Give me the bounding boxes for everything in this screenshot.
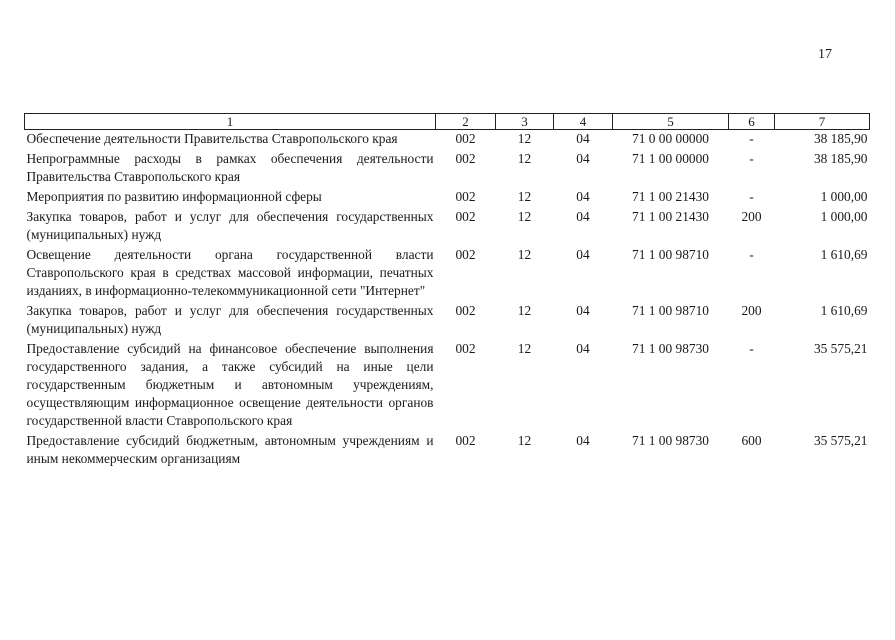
row-target-article: 71 1 00 00000 — [632, 151, 709, 166]
row-expense-type: - — [749, 131, 754, 146]
header-col-4: 4 — [554, 114, 613, 130]
header-col-3: 3 — [496, 114, 554, 130]
table-row — [25, 188, 870, 208]
table-row — [25, 302, 870, 340]
row-name: Освещение деятельности органа государственной власти Ставропольского края в средствах массовой информации, печатных изданиях, в информационно-телекоммуникационной сети "Интернет" — [26, 247, 434, 298]
table-row — [25, 208, 870, 246]
row-name: Обеспечение деятельности Правительства Ставропольского края — [26, 131, 398, 146]
table-row — [25, 130, 870, 151]
row-amount: 1 000,00 — [820, 189, 868, 204]
row-subsection: 04 — [576, 303, 590, 318]
row-amount: 1 000,00 — [820, 209, 868, 224]
row-section: 12 — [517, 209, 532, 224]
row-target-article: 71 1 00 21430 — [632, 189, 709, 204]
row-code-ministry: 002 — [455, 341, 476, 356]
row-name: Закупка товаров, работ и услуг для обеспечения государственных (муниципальных) нужд — [26, 209, 434, 242]
row-expense-type: 200 — [741, 209, 762, 224]
header-row — [25, 114, 870, 130]
row-amount: 35 575,21 — [813, 433, 868, 448]
row-subsection: 04 — [576, 209, 590, 224]
row-expense-type: - — [749, 189, 754, 204]
row-subsection: 04 — [576, 433, 590, 448]
row-code-ministry: 002 — [455, 189, 476, 204]
row-code-ministry: 002 — [455, 209, 476, 224]
row-target-article: 71 1 00 98730 — [632, 433, 709, 448]
row-section: 12 — [517, 247, 532, 262]
page-number: 17 — [818, 47, 832, 62]
header-col-7: 7 — [775, 114, 870, 130]
row-name: Закупка товаров, работ и услуг для обеспечения государственных (муниципальных) нужд — [26, 303, 434, 336]
row-section: 12 — [517, 131, 532, 146]
row-name: Предоставление субсидий на финансовое обеспечение выполнения государственного задания, а также субсидий на иные цели государственным бюджетным и автономным учреждениям, осуществляющим информационное освещение деятельности органов государственной власти Ставропольского края — [26, 341, 434, 428]
row-code-ministry: 002 — [455, 247, 476, 262]
row-section: 12 — [517, 189, 532, 204]
row-expense-type: 200 — [741, 303, 762, 318]
row-section: 12 — [517, 303, 532, 318]
row-amount: 1 610,69 — [820, 303, 868, 318]
row-expense-type: - — [749, 151, 754, 166]
row-subsection: 04 — [576, 151, 590, 166]
table-row — [25, 432, 870, 470]
header-col-1: 1 — [25, 114, 436, 130]
table-row — [25, 246, 870, 302]
row-subsection: 04 — [576, 189, 590, 204]
budget-table — [24, 113, 870, 470]
row-code-ministry: 002 — [455, 131, 476, 146]
row-code-ministry: 002 — [455, 151, 476, 166]
row-target-article: 71 1 00 21430 — [632, 209, 709, 224]
row-code-ministry: 002 — [455, 433, 476, 448]
row-section: 12 — [517, 433, 532, 448]
row-section: 12 — [517, 151, 532, 166]
table-row — [25, 340, 870, 432]
row-expense-type: - — [749, 341, 754, 356]
row-subsection: 04 — [576, 131, 590, 146]
row-amount: 38 185,90 — [813, 131, 868, 146]
row-section: 12 — [517, 341, 532, 356]
header-col-5: 5 — [613, 114, 729, 130]
row-expense-type: 600 — [741, 433, 762, 448]
row-code-ministry: 002 — [455, 303, 476, 318]
row-target-article: 71 0 00 00000 — [632, 131, 709, 146]
row-subsection: 04 — [576, 247, 590, 262]
row-expense-type: - — [749, 247, 754, 262]
row-name: Непрограммные расходы в рамках обеспечения деятельности Правительства Ставропольского края — [26, 151, 434, 184]
header-col-6: 6 — [729, 114, 775, 130]
row-target-article: 71 1 00 98710 — [632, 303, 709, 318]
row-amount: 1 610,69 — [820, 247, 868, 262]
table-row — [25, 150, 870, 188]
row-target-article: 71 1 00 98730 — [632, 341, 709, 356]
row-name: Предоставление субсидий бюджетным, автономным учреждениям и иным некоммерческим организациям — [26, 433, 434, 466]
row-subsection: 04 — [576, 341, 590, 356]
row-amount: 35 575,21 — [813, 341, 868, 356]
row-name: Мероприятия по развитию информационной сферы — [26, 189, 322, 204]
row-amount: 38 185,90 — [813, 151, 868, 166]
row-target-article: 71 1 00 98710 — [632, 247, 709, 262]
header-col-2: 2 — [436, 114, 496, 130]
